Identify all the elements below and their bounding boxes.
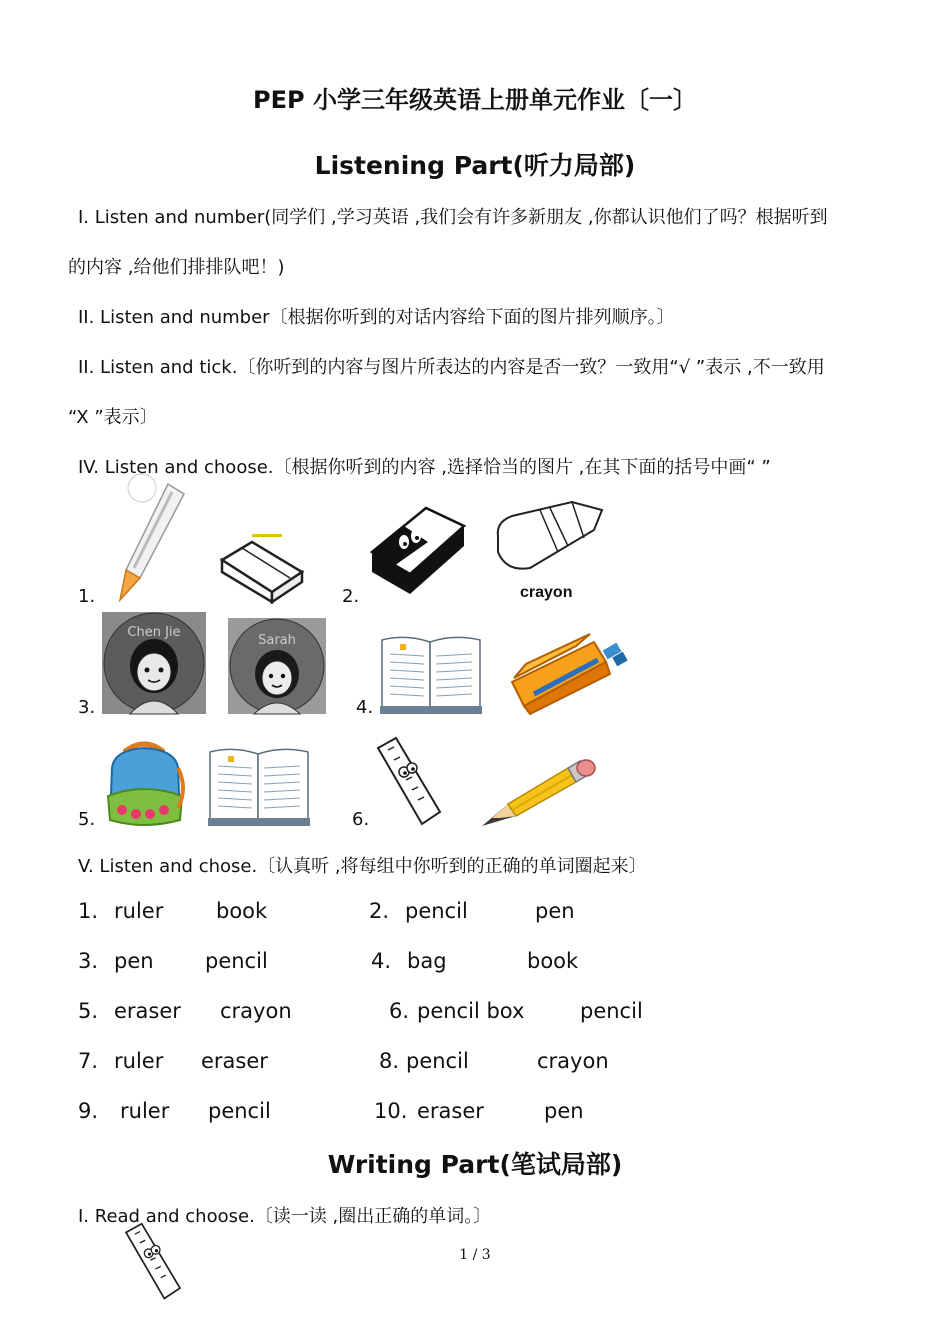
word-group-9-option-2[interactable]: pencil bbox=[208, 1099, 271, 1123]
section-2-instruction: II. Listen and number〔根据你听到的对话内容给下面的图片排列顺序。〕 bbox=[78, 307, 675, 328]
pencil-picture bbox=[480, 756, 598, 828]
writing-section-1-instruction: I. Read and choose.〔读一读 ,圈出正确的单词。〕 bbox=[78, 1206, 492, 1227]
word-group-4-number: 4. bbox=[371, 949, 392, 973]
section-3-line-1: II. Listen and tick.〔你听到的内容与图片所表达的内容是否一致？一致用“√ ”表示 ,不一致用 bbox=[78, 357, 825, 378]
word-group-1-option-1[interactable]: ruler bbox=[114, 899, 164, 923]
word-group-10-option-1[interactable]: eraser bbox=[417, 1099, 484, 1123]
word-group-6-option-2[interactable]: pencil bbox=[580, 999, 643, 1023]
word-group-8-number: 8. bbox=[379, 1049, 400, 1073]
schoolbag-picture bbox=[104, 738, 186, 828]
section-4-instruction: IV. Listen and choose.〔根据你听到的内容 ,选择恰当的图片 ,在其下面的括号中画“ ” bbox=[78, 457, 771, 478]
word-group-8-option-1[interactable]: pencil bbox=[406, 1049, 469, 1073]
ruler-picture bbox=[374, 736, 444, 828]
page-number: 1 / 3 bbox=[459, 1247, 491, 1263]
picture-number-5: 5. bbox=[78, 809, 96, 830]
sarah-portrait bbox=[228, 618, 326, 714]
word-group-2-number: 2. bbox=[369, 899, 390, 923]
book-picture bbox=[378, 632, 484, 714]
chen-jie-portrait bbox=[102, 612, 206, 714]
word-group-2-option-2[interactable]: pen bbox=[535, 899, 575, 923]
eraser-picture bbox=[364, 502, 468, 600]
word-group-5-option-2[interactable]: crayon bbox=[220, 999, 292, 1023]
word-group-3-option-1[interactable]: pen bbox=[114, 949, 154, 973]
word-group-1-number: 1. bbox=[78, 899, 99, 923]
word-group-9-option-1[interactable]: ruler bbox=[120, 1099, 170, 1123]
writing-heading: Writing Part(笔试局部) bbox=[327, 1150, 623, 1179]
chen-jie-label: Chen Jie bbox=[127, 625, 181, 640]
word-group-7-option-1[interactable]: ruler bbox=[114, 1049, 164, 1073]
pen-picture bbox=[110, 478, 200, 606]
picture-number-3: 3. bbox=[78, 697, 96, 718]
word-group-7-option-2[interactable]: eraser bbox=[201, 1049, 268, 1073]
crayon-picture bbox=[488, 494, 608, 576]
word-group-1-option-2[interactable]: book bbox=[216, 899, 268, 923]
listening-heading: Listening Part(听力局部) bbox=[314, 151, 636, 180]
word-group-3-option-2[interactable]: pencil bbox=[205, 949, 268, 973]
book-picture-2 bbox=[206, 744, 312, 826]
section-1-line-1: I. Listen and number(同学们 ,学习英语 ,我们会有许多新朋友 ,你都认识他们了吗？根据听到 bbox=[78, 207, 828, 228]
picture-number-6: 6. bbox=[352, 809, 370, 830]
section-5-instruction: V. Listen and chose.〔认真听 ,将每组中你听到的正确的单词圈起来〕 bbox=[78, 856, 647, 877]
word-group-7-number: 7. bbox=[78, 1049, 99, 1073]
word-group-8-option-2[interactable]: crayon bbox=[537, 1049, 609, 1073]
picture-number-2: 2. bbox=[342, 586, 360, 607]
word-group-10-option-2[interactable]: pen bbox=[544, 1099, 584, 1123]
word-group-5-number: 5. bbox=[78, 999, 99, 1023]
section-3-line-2: “X ”表示〕 bbox=[68, 407, 158, 428]
word-group-5-option-1[interactable]: eraser bbox=[114, 999, 181, 1023]
word-group-2-option-1[interactable]: pencil bbox=[405, 899, 468, 923]
pencil-box-picture bbox=[506, 628, 630, 716]
word-group-6-number: 6. bbox=[389, 999, 410, 1023]
picture-number-1: 1. bbox=[78, 586, 96, 607]
picture-number-4: 4. bbox=[356, 697, 374, 718]
word-group-10-number: 10. bbox=[374, 1099, 408, 1123]
word-group-6-option-1[interactable]: pencil box bbox=[417, 999, 525, 1023]
crayon-caption: crayon bbox=[520, 584, 573, 601]
word-group-3-number: 3. bbox=[78, 949, 99, 973]
word-group-4-option-1[interactable]: bag bbox=[407, 949, 447, 973]
section-1-line-2: 的内容 ,给他们排排队吧！) bbox=[68, 257, 285, 278]
sarah-label: Sarah bbox=[258, 633, 296, 648]
pencil-sharpener-picture bbox=[212, 530, 312, 606]
page-title: PEP 小学三年级英语上册单元作业〔一〕 bbox=[253, 86, 697, 114]
word-group-9-number: 9. bbox=[78, 1099, 99, 1123]
word-group-4-option-2[interactable]: book bbox=[527, 949, 579, 973]
